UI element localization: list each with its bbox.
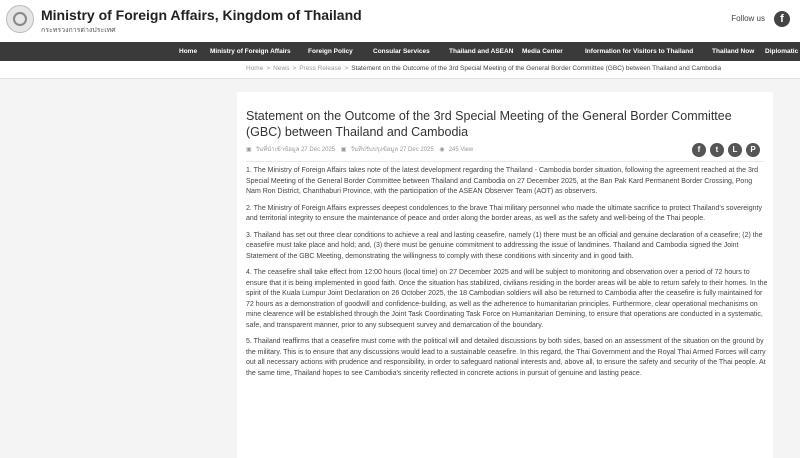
breadcrumb-separator: > — [292, 65, 297, 72]
updated-date: วันที่ปรับปรุงข้อมูล 27 Dec 2025 — [350, 147, 434, 153]
site-header — [0, 0, 800, 42]
breadcrumb-news[interactable]: News — [273, 65, 290, 72]
breadcrumb — [246, 65, 721, 72]
share-facebook-icon[interactable]: f — [692, 143, 706, 157]
article-paragraph: 3. Thailand has set out three clear conditions to achieve a real and lasting ceasefire, namely (1) there must be an official and genuine declaration of a ceasefire; (2) the ceasefire must take place and hold; and, (3) there must be genuine commitment to addressing the issue of landmines. Thailand and Cambodia signed the Joint Statement of the GBC Meeting, demonstrating the willingness to comply with these conditions with sincerity and in good faith. — [246, 231, 763, 260]
breadcrumb-current: Statement on the Outcome of the 3rd Special Meeting of the General Border Committee (GBC) between Thailand and Cambodia — [351, 65, 722, 72]
site-subtitle: กระทรวงการต่างประเทศ — [41, 27, 116, 34]
facebook-icon[interactable]: f — [774, 11, 790, 27]
article-paragraph: 1. The Ministry of Foreign Affairs takes note of the latest development regarding the Thailand - Cambodia border situation, following the agreement reached at the 3rd Special Meeting of the General Border Committee between Thailand and Cambodia on 27 December 2025, at the Ban Pak Kard Permanent Border Crossing, Pong Nam Ron District, Chanthaburi Province, with the participation of the ASEAN Observer Team (AOT) as observers. — [246, 167, 759, 195]
article-container — [237, 92, 773, 458]
article-body — [246, 166, 768, 385]
article-paragraph: 2. The Ministry of Foreign Affairs expresses deepest condolences to the brave Thai military personnel who made the ultimate sacrifice to protect Thailand's sovereignty and territorial integrity to ensure the maintenance of peace and order along the border areas, as well as the safety and well-being of the Thai people. — [246, 204, 762, 222]
share-twitter-icon[interactable]: t — [710, 143, 724, 157]
share-line-icon[interactable]: L — [728, 143, 742, 157]
divider — [246, 161, 764, 162]
article-paragraph: 4. The ceasefire shall take effect from 12:00 hours (local time) on 27 December 2025 and will be subject to monitoring and observation over a period of 72 hours to ensure that it is being implemented in good faith. Once the situation has stabilized, civilians residing in the border areas will be able to return safely to their homes. In the spirit of the Kuala Lumpur Joint Declaration on 26 October 2025, the 18 Cambodian soldiers will also be returned to Cambodia after the ceasefire is fully maintained for 72 hours as a demonstration of goodwill and confidence-building, as well as the adherence to humanitarian principles. Furthermore, clear operational mechanisms on mine clearence will be established through the Joint Task Coordinating Task Force on Humanitarian Demining, to ensure that operations are conducted in a systematic, safe, and transparent manner, prior to any subsequent survey and demarcation of the boundary. — [246, 269, 768, 329]
nav-item-media-center[interactable]: Media Center — [522, 48, 563, 55]
main-nav — [0, 42, 800, 61]
view-count: 245 View — [448, 147, 474, 153]
breadcrumb-separator: > — [344, 65, 349, 72]
nav-item-home[interactable]: Home — [179, 48, 198, 55]
breadcrumb-press-release[interactable]: Press Release — [299, 65, 342, 72]
article-paragraph: 5. Thailand reaffirms that a ceasefire must come with the political will and detailed discussions by both sides, based on an assessment of the situation on the ground by the military. This is to ensure that any discussions would lead to a sustainable ceasefire. In this regard, the Thai Government and the Royal Thai Armed Forces will carry out all necessary actions with prudence and responsibility, in order to safeguard national interests and, above all, to ensure the safety and security of the Thai people. At the same time, Thailand hopes to see Cambodia's sincerity reflected in concrete actions in pursuit of genuine and lasting peace. — [246, 338, 766, 377]
calendar-icon: ▣ — [246, 147, 252, 153]
breadcrumb-home[interactable]: Home — [246, 65, 264, 72]
nav-item-foreign-policy[interactable]: Foreign Policy — [308, 48, 353, 55]
print-icon[interactable]: P — [746, 143, 760, 157]
published-date: วันที่นำเข้าข้อมูล 27 Dec 2025 — [255, 147, 336, 153]
nav-item-thailand-now[interactable]: Thailand Now — [712, 48, 755, 55]
calendar-icon: ▣ — [340, 147, 347, 153]
article-title: Statement on the Outcome of the 3rd Special Meeting of the General Border Committee (GBC) between Thailand and Cambodia — [246, 109, 732, 139]
nav-item-visitors[interactable]: Information for Visitors to Thailand — [585, 48, 694, 55]
nav-item-diplomatic[interactable]: Diplomatic — [765, 48, 799, 55]
breadcrumb-bar — [0, 61, 800, 79]
eye-icon: ◉ — [439, 147, 445, 153]
nav-item-ministry[interactable]: Ministry of Foreign Affairs — [210, 48, 291, 55]
breadcrumb-separator: > — [266, 65, 271, 72]
site-title[interactable]: Ministry of Foreign Affairs, Kingdom of Thailand — [41, 7, 362, 23]
ministry-logo[interactable] — [6, 5, 34, 33]
nav-item-asean[interactable]: Thailand and ASEAN — [449, 48, 514, 55]
nav-item-consular[interactable]: Consular Services — [373, 48, 430, 55]
follow-us-label: Follow us — [731, 14, 765, 23]
article-meta — [246, 144, 477, 154]
